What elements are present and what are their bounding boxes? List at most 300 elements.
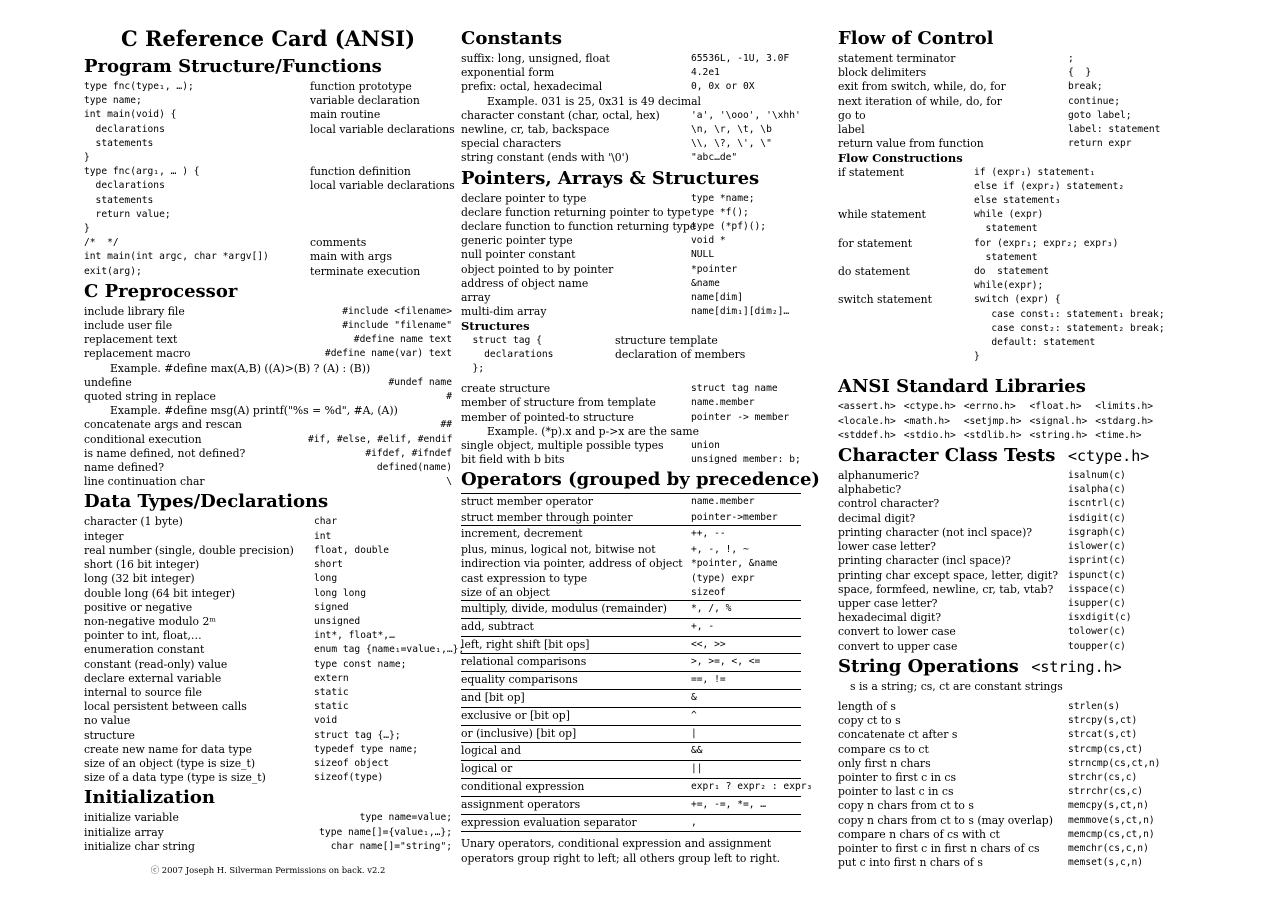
- flow-constructions-label: Flow Constructions: [838, 151, 963, 166]
- row-syntax: memmove(s,ct,n): [1068, 814, 1155, 826]
- row-syntax: \n, \r, \t, \b: [691, 124, 772, 136]
- row-description: pointer to first c in first n chars of cs: [838, 841, 1040, 855]
- row-description: replacement text: [84, 333, 178, 347]
- ref-row: [84, 137, 452, 151]
- row-description: newline, cr, tab, backspace: [461, 123, 610, 137]
- row-description: double long (64 bit integer): [84, 586, 236, 600]
- row-syntax: type (*pf)();: [691, 221, 767, 233]
- row-description: compare cs to ct: [838, 742, 929, 756]
- ref-row: [84, 165, 452, 179]
- ref-row: [461, 636, 801, 654]
- row-syntax: 'a', '\ooo', '\xhh': [691, 109, 801, 121]
- row-syntax: islower(c): [1068, 541, 1126, 553]
- ref-row: [461, 557, 801, 571]
- ref-row: [838, 625, 1200, 639]
- row-description: increment, decrement: [461, 527, 583, 541]
- row-syntax: #if, #else, #elif, #endif: [308, 433, 453, 445]
- program-rows: [84, 80, 455, 279]
- ref-row: [84, 544, 452, 558]
- row-description: undefine: [84, 375, 132, 389]
- row-syntax: strcpy(s,ct): [1068, 715, 1138, 727]
- ref-row: [84, 643, 465, 657]
- row-description: assignment operators: [461, 797, 581, 811]
- row-syntax: [310, 208, 452, 222]
- ref-row: [84, 222, 452, 236]
- ref-row: [84, 840, 452, 854]
- ref-row: [84, 80, 452, 94]
- row-description: only first n chars: [838, 756, 931, 770]
- library-header: <time.h>: [1095, 429, 1142, 441]
- row-syntax: pointer -> member: [691, 411, 790, 423]
- construct-name: for statement: [838, 236, 913, 250]
- row-description: };: [461, 363, 485, 375]
- row-syntax: struct tag name: [691, 383, 778, 395]
- ref-row: [461, 348, 801, 362]
- row-description: or (inclusive) [bit op]: [461, 726, 577, 740]
- library-header: <setjmp.h>: [963, 415, 1022, 427]
- ref-row: [84, 826, 452, 840]
- section-heading-types: Data Types/Declarations: [84, 491, 329, 513]
- ref-row: [838, 540, 1200, 554]
- row-syntax: sizeof: [691, 586, 726, 598]
- row-syntax: &name: [691, 277, 720, 289]
- ref-row: [84, 333, 452, 347]
- ref-row: [838, 771, 1200, 785]
- ref-row: [461, 760, 801, 778]
- row-syntax: type *f();: [691, 206, 749, 218]
- row-syntax: unsigned: [314, 615, 361, 627]
- ref-row: [84, 729, 452, 743]
- section-heading-preprocessor: C Preprocessor: [84, 280, 238, 302]
- construct-syntax: do statement while(expr);: [974, 266, 1050, 292]
- row-description: /* */: [84, 237, 119, 249]
- row-description: }: [84, 152, 90, 164]
- section-heading-init: Initialization: [84, 787, 215, 809]
- construct-syntax: for (expr₁; expr₂; expr₃) statement: [974, 237, 1119, 263]
- ref-row: [461, 234, 801, 248]
- preprocessor-rows: [84, 305, 452, 490]
- row-description: constant (read-only) value: [84, 657, 228, 671]
- row-syntax: structure template: [615, 333, 718, 347]
- row-description: decimal digit?: [838, 511, 916, 525]
- row-description: exclusive or [bit op]: [461, 708, 570, 722]
- row-description: string constant (ends with '\0'): [461, 151, 629, 165]
- card-title: C Reference Card (ANSI): [120, 26, 416, 51]
- ref-row: [461, 109, 801, 123]
- ref-row: [84, 615, 452, 629]
- library-header: <ctype.h>: [903, 401, 956, 413]
- row-syntax: +=, -=, *=, …: [691, 798, 767, 810]
- ref-row: [84, 515, 452, 529]
- row-description: create new name for data type: [84, 742, 253, 756]
- row-syntax: name.member: [691, 397, 755, 409]
- row-syntax: local variable declarations: [310, 122, 455, 136]
- row-description: pointer to int, float,…: [84, 629, 202, 643]
- ref-row: [461, 796, 801, 814]
- ref-row: [838, 640, 1200, 654]
- row-syntax: isspace(c): [1068, 583, 1126, 595]
- row-description: character constant (char, octal, hex): [461, 108, 660, 122]
- library-header: <errno.h>: [963, 401, 1016, 413]
- flow-construct-row: [838, 208, 1200, 236]
- row-description: conditional execution: [84, 432, 202, 446]
- ref-row: [461, 305, 801, 319]
- row-syntax: isxdigit(c): [1068, 612, 1132, 624]
- row-syntax: type name=value;: [359, 812, 452, 824]
- row-description: type name;: [84, 95, 142, 107]
- flow-construct-row: [838, 265, 1200, 293]
- row-syntax: ispunct(c): [1068, 569, 1126, 581]
- row-syntax: "abc…de": [691, 152, 738, 164]
- row-syntax: function prototype: [310, 80, 412, 93]
- row-description: printing character (not incl space)?: [838, 525, 1033, 539]
- row-description: local persistent between calls: [84, 700, 247, 714]
- string-header-code: <string.h>: [1031, 657, 1122, 676]
- row-syntax: +, -, !, ~: [691, 544, 749, 556]
- row-description: put c into first n chars of s: [838, 856, 983, 870]
- row-syntax: break;: [1068, 81, 1103, 93]
- row-syntax: ++, --: [691, 528, 726, 540]
- row-syntax: type name[]={value₁,…};: [319, 826, 452, 838]
- row-syntax: type *name;: [691, 192, 755, 204]
- ref-row: [461, 52, 801, 66]
- ref-row: [461, 814, 801, 832]
- row-description: size of an object: [461, 585, 550, 599]
- ref-row: [838, 842, 1200, 856]
- row-description: copy ct to s: [838, 714, 901, 728]
- ref-row: [84, 714, 452, 728]
- row-description: return value;: [84, 208, 171, 220]
- structures-label: Structures: [461, 319, 530, 334]
- row-description: size of a data type (type is size_t): [84, 771, 266, 785]
- ref-row: [461, 671, 801, 689]
- ref-row: [838, 828, 1200, 842]
- row-syntax: [310, 194, 452, 208]
- ref-row: [838, 611, 1200, 625]
- row-description: logical and: [461, 744, 521, 758]
- row-syntax: short: [314, 559, 343, 571]
- row-description: convert to lower case: [838, 625, 956, 639]
- row-syntax: [310, 151, 452, 165]
- example-line: Example. #define msg(A) printf("%s = %d", #A, (A)): [110, 404, 398, 418]
- row-syntax: ;: [1068, 53, 1074, 64]
- library-header: <locale.h>: [838, 415, 896, 427]
- row-description: copy n chars from ct to s: [838, 799, 974, 813]
- section-heading-operators: Operators (grouped by precedence): [461, 469, 820, 491]
- row-syntax: isupper(c): [1068, 597, 1126, 609]
- row-description: declare function returning pointer to type: [461, 205, 691, 219]
- ref-row: [84, 475, 452, 489]
- row-syntax: iscntrl(c): [1068, 498, 1126, 510]
- ref-row: [461, 725, 801, 743]
- ref-row: [461, 206, 801, 220]
- row-syntax: name[dim]: [691, 292, 743, 304]
- ref-row: [461, 334, 801, 348]
- ref-row: [838, 109, 1200, 123]
- ref-row: [461, 220, 801, 234]
- ref-row: [838, 80, 1200, 94]
- row-description: suffix: long, unsigned, float: [461, 52, 610, 65]
- ref-row: [461, 291, 801, 305]
- ref-row: [84, 530, 452, 544]
- ref-row: [838, 123, 1200, 137]
- row-description: bit field with b bits: [461, 453, 565, 467]
- flow-construct-row: [838, 293, 1200, 364]
- ref-row: [838, 856, 1200, 870]
- ref-row: [838, 799, 1200, 813]
- row-syntax: memset(s,c,n): [1068, 857, 1144, 869]
- ref-row: [838, 554, 1200, 568]
- row-syntax: strncmp(cs,ct,n): [1068, 757, 1161, 769]
- row-description: initialize char string: [84, 839, 195, 853]
- ref-row: [84, 686, 452, 700]
- row-syntax: NULL: [691, 249, 715, 261]
- row-description: pointer to last c in cs: [838, 785, 954, 799]
- row-description: upper case letter?: [838, 596, 938, 610]
- row-syntax: [310, 222, 452, 236]
- ref-row: [838, 700, 1200, 714]
- ref-row: [84, 390, 452, 404]
- library-list: [838, 400, 1200, 443]
- row-syntax: strchr(cs,c): [1068, 771, 1138, 783]
- row-syntax: terminate execution: [310, 264, 421, 278]
- ref-row: [84, 236, 452, 250]
- row-syntax: unsigned member: b;: [691, 454, 801, 466]
- section-heading-libraries: ANSI Standard Libraries: [838, 376, 1086, 398]
- row-syntax: int*, float*,…: [314, 630, 395, 642]
- ref-row: [838, 728, 1200, 742]
- ref-row: [838, 814, 1200, 828]
- example-line: Example. 031 is 25, 0x31 is 49 decimal: [487, 94, 701, 108]
- column-1: [84, 26, 465, 876]
- row-description: member of pointed-to structure: [461, 410, 634, 424]
- ref-row: [461, 618, 801, 636]
- ref-row: [84, 347, 452, 361]
- row-syntax: void: [314, 715, 338, 727]
- library-header: <string.h>: [1029, 429, 1088, 441]
- ref-row: [84, 811, 452, 825]
- ref-row: [838, 66, 1200, 80]
- ref-row: [84, 179, 455, 193]
- library-header: <signal.h>: [1029, 415, 1088, 427]
- row-description: short (16 bit integer): [84, 558, 200, 572]
- section-heading-program: Program Structure/Functions: [84, 56, 382, 77]
- row-description: character (1 byte): [84, 515, 183, 529]
- row-description: create structure: [461, 382, 551, 396]
- section-heading-constants: Constants: [461, 28, 563, 49]
- row-syntax: isprint(c): [1068, 555, 1126, 567]
- row-description: alphabetic?: [838, 483, 902, 497]
- row-description: space, formfeed, newline, cr, tab, vtab?: [838, 582, 1054, 596]
- row-description: declarations: [84, 180, 165, 192]
- row-description: length of s: [838, 699, 896, 713]
- row-syntax: function definition: [310, 165, 411, 179]
- row-description: alphanumeric?: [838, 469, 920, 483]
- library-header: <stdlib.h>: [963, 429, 1022, 441]
- row-description: and [bit op]: [461, 691, 525, 705]
- row-description: declare pointer to type: [461, 191, 587, 205]
- ref-row: [461, 653, 801, 671]
- row-description: relational comparisons: [461, 655, 587, 669]
- row-description: member of structure from template: [461, 396, 656, 410]
- row-description: add, subtract: [461, 619, 534, 633]
- row-description: struct tag {: [461, 334, 542, 346]
- ref-row: [838, 483, 1200, 497]
- row-description: struct member operator: [461, 495, 593, 509]
- row-syntax: #include <filename>: [342, 305, 452, 317]
- row-description: include user file: [84, 319, 173, 333]
- row-syntax: char name[]="string";: [330, 840, 452, 852]
- row-description: prefix: octal, hexadecimal: [461, 80, 603, 94]
- row-syntax: struct tag {…};: [314, 729, 401, 741]
- row-syntax: strcat(s,ct): [1068, 729, 1138, 741]
- row-description: internal to source file: [84, 685, 202, 699]
- section-heading-pointers: Pointers, Arrays & Structures: [461, 167, 760, 189]
- library-header: <float.h>: [1029, 401, 1082, 413]
- ref-row: [84, 743, 452, 757]
- construct-syntax: while (expr) statement: [974, 209, 1044, 235]
- row-description: generic pointer type: [461, 234, 573, 248]
- ref-row: [838, 137, 1200, 151]
- example-line: Example. (*p).x and p->x are the same: [487, 424, 699, 438]
- library-header: <stdio.h>: [903, 429, 956, 441]
- row-syntax: &: [691, 692, 697, 704]
- row-description: convert to upper case: [838, 639, 958, 653]
- row-description: pointer to first c in cs: [838, 770, 956, 784]
- row-description: size of an object (type is size_t): [84, 756, 256, 770]
- ref-row: [84, 151, 452, 165]
- construct-name: switch statement: [838, 293, 932, 307]
- row-syntax: comments: [310, 236, 367, 250]
- row-syntax: return expr: [1068, 138, 1132, 150]
- row-description: exit from switch, while, do, for: [838, 80, 1006, 94]
- row-syntax: float, double: [314, 544, 390, 556]
- row-syntax: \\, \?, \', \": [691, 138, 772, 150]
- ref-row: [838, 512, 1200, 526]
- row-syntax: defined(name): [376, 462, 452, 474]
- row-syntax: enum tag {name₁=value₁,…};: [314, 644, 465, 656]
- ref-row: [461, 511, 801, 525]
- row-description: name defined?: [84, 461, 164, 475]
- construct-syntax: if (expr₁) statement₁ else if (expr₂) statement₂ else statement₃: [974, 166, 1125, 207]
- row-description: type fnc(type₁, …);: [84, 81, 194, 92]
- row-description: multiply, divide, modulus (remainder): [461, 602, 667, 616]
- row-description: }: [84, 223, 90, 235]
- row-syntax: long long: [314, 587, 366, 599]
- row-syntax: *pointer, &name: [691, 558, 778, 570]
- row-syntax: sizeof object: [314, 757, 390, 769]
- row-syntax: char: [314, 516, 338, 528]
- row-description: compare n chars of cs with ct: [838, 827, 1000, 841]
- row-syntax: expr₁ ? expr₂ : expr₃: [691, 781, 813, 793]
- ref-row: [838, 497, 1200, 511]
- section-heading-ctype: Character Class Tests <ctype.h>: [838, 445, 1150, 467]
- row-syntax: type const name;: [314, 658, 407, 670]
- row-syntax: main routine: [310, 108, 381, 122]
- flow-construct-row: [838, 237, 1200, 265]
- row-description: declare external variable: [84, 671, 222, 685]
- section-heading-strings: String Operations <string.h>: [838, 655, 1122, 677]
- row-syntax: |: [691, 727, 697, 739]
- library-header: <assert.h>: [838, 401, 896, 413]
- ref-row: [84, 587, 452, 601]
- row-description: indirection via pointer, address of object: [461, 557, 683, 571]
- row-description: null pointer constant: [461, 248, 576, 262]
- row-syntax: 65536L, -1U, 3.0F: [691, 53, 790, 64]
- ref-row: [461, 439, 801, 453]
- row-syntax: ==, !=: [691, 674, 726, 686]
- ref-row: [84, 601, 452, 615]
- row-syntax: continue;: [1068, 95, 1120, 107]
- row-syntax: ##: [440, 419, 452, 431]
- flow-rows: [838, 52, 1200, 151]
- ref-row: [461, 151, 801, 165]
- library-header: <stdarg.h>: [1095, 415, 1154, 427]
- ref-row: [461, 277, 801, 291]
- ref-row: [838, 757, 1200, 771]
- ref-row: [84, 461, 452, 475]
- row-description: statement terminator: [838, 52, 956, 65]
- row-description: concatenate args and rescan: [84, 418, 243, 432]
- ref-row: [461, 689, 801, 707]
- row-description: struct member through pointer: [461, 511, 633, 525]
- row-description: declarations: [461, 348, 554, 360]
- row-syntax: ^: [691, 709, 697, 721]
- row-syntax: <<, >>: [691, 638, 726, 650]
- row-syntax: goto label;: [1068, 109, 1132, 121]
- ref-row: [461, 396, 801, 410]
- row-syntax: &&: [691, 745, 703, 757]
- row-syntax: #ifdef, #ifndef: [365, 447, 452, 459]
- ref-row: [461, 263, 801, 277]
- row-syntax: main with args: [310, 250, 392, 264]
- ref-row: [84, 265, 452, 279]
- row-syntax: #undef name: [388, 376, 452, 388]
- ref-row: [838, 569, 1200, 583]
- row-syntax: isdigit(c): [1068, 512, 1126, 524]
- row-description: array: [461, 291, 491, 305]
- row-description: exponential form: [461, 66, 555, 80]
- row-description: left, right shift [bit ops]: [461, 637, 590, 651]
- row-syntax: +, -: [691, 620, 715, 632]
- row-description: multi-dim array: [461, 305, 547, 319]
- ref-row: [84, 771, 452, 785]
- strings-intro: s is a string; cs, ct are constant strings: [850, 679, 1063, 693]
- construct-name: if statement: [838, 165, 904, 179]
- ref-row: [838, 95, 1200, 109]
- row-syntax: tolower(c): [1068, 626, 1126, 638]
- row-syntax: static: [314, 686, 349, 698]
- operators-note: Unary operators, conditional expression and assignment operators group right to left; all others group left to right.: [461, 837, 781, 866]
- row-description: statements: [84, 194, 154, 206]
- init-rows: [84, 811, 452, 854]
- row-description: int main(void) {: [84, 109, 177, 121]
- ref-row: [461, 543, 801, 557]
- row-description: object pointed to by pointer: [461, 262, 614, 276]
- column-3: [838, 26, 1200, 870]
- row-description: equality comparisons: [461, 673, 578, 687]
- row-syntax: *, /, %: [691, 603, 732, 615]
- constants-rows: [461, 52, 801, 166]
- row-description: initialize array: [84, 825, 164, 839]
- ref-row: [84, 305, 452, 319]
- ref-row: [461, 525, 801, 543]
- row-description: include library file: [84, 304, 185, 318]
- ref-row: [84, 658, 452, 672]
- row-syntax: { }: [1068, 67, 1092, 79]
- ref-row: [461, 66, 801, 80]
- construct-name: while statement: [838, 208, 926, 222]
